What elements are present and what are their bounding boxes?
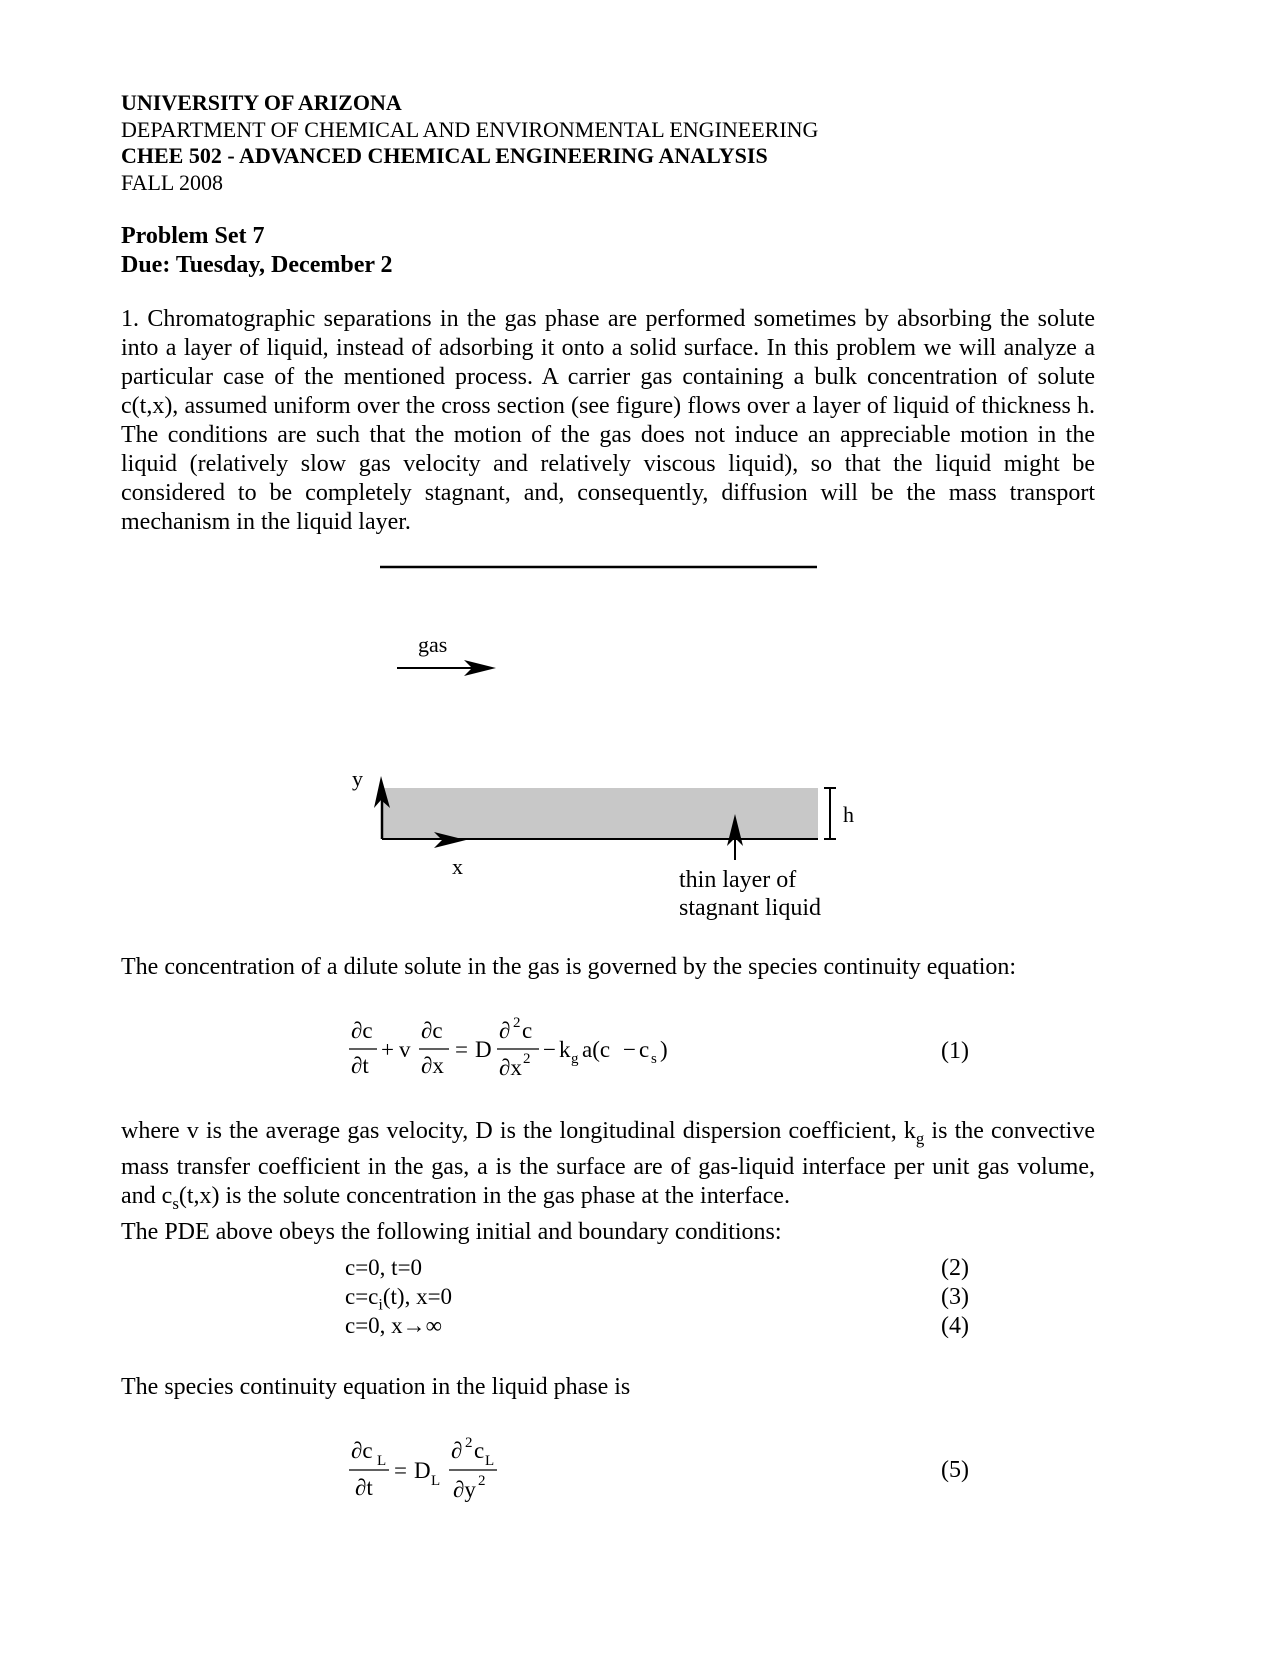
svg-text:c: c <box>522 1018 533 1043</box>
kg-subscript: g <box>915 1128 925 1148</box>
svg-text:L: L <box>431 1473 441 1489</box>
svg-text:+: + <box>381 1037 394 1062</box>
svg-text:g: g <box>571 1051 579 1067</box>
conditions-intro: The PDE above obeys the following initial and boundary conditions: <box>121 1218 782 1245</box>
condition-3-subscript: i <box>378 1296 383 1314</box>
svg-text:s: s <box>651 1051 657 1067</box>
svg-text:∂t: ∂t <box>351 1053 369 1078</box>
svg-text:2: 2 <box>513 1015 521 1031</box>
due-date: Due: Tuesday, December 2 <box>121 252 393 278</box>
thickness-label: h <box>843 802 854 827</box>
svg-text:k: k <box>559 1037 571 1062</box>
svg-text:L: L <box>377 1453 387 1469</box>
svg-text:L: L <box>485 1453 495 1469</box>
condition-3-rest: (t), x=0 <box>382 1284 453 1309</box>
department-name: DEPARTMENT OF CHEMICAL AND ENVIRONMENTAL ENGINEERING <box>121 116 819 142</box>
svg-text:∂c: ∂c <box>421 1018 443 1043</box>
condition-3-lhs: c=c <box>345 1284 379 1309</box>
condition-4-number: (4) <box>941 1313 969 1339</box>
svg-text:∂y: ∂y <box>453 1477 476 1502</box>
condition-2: c=0, t=0 <box>345 1255 423 1280</box>
where-paragraph <box>121 1117 1095 1247</box>
gas-equation-intro: The concentration of a dilute solute in the gas is governed by the species continuity equation: <box>121 954 1017 980</box>
svg-text:=: = <box>455 1037 468 1062</box>
thickness-bracket <box>824 788 836 839</box>
svg-text:∂: ∂ <box>499 1018 511 1043</box>
svg-text:c: c <box>474 1438 485 1463</box>
svg-text:2: 2 <box>478 1473 486 1489</box>
svg-text:a(c: a(c <box>582 1037 611 1062</box>
equation-5 <box>335 1425 535 1515</box>
condition-3-number: (3) <box>941 1284 969 1310</box>
x-axis-label: x <box>452 854 463 879</box>
svg-text:): ) <box>660 1037 668 1062</box>
gas-label: gas <box>418 632 448 657</box>
svg-text:∂x: ∂x <box>421 1053 444 1078</box>
where-text-part-3: (t,x) is the solute concentration in the gas phase at the interface. <box>178 1182 790 1209</box>
where-text-part-1: where v is the average gas velocity, D is the longitudinal dispersion coefficient, k <box>121 1118 916 1144</box>
svg-text:D: D <box>414 1458 431 1483</box>
svg-text:2: 2 <box>465 1435 473 1451</box>
svg-text:∂c: ∂c <box>351 1018 373 1043</box>
equation-1-number: (1) <box>941 1038 969 1064</box>
liquid-layer <box>382 788 818 838</box>
problem-1-text: 1. Chromatographic separations in the gas phase are performed sometimes by absorbing the solute into a layer of liquid, instead of adsorbing it onto a solid surface. In this problem we will analyze a particular case of the mentioned process. A carrier gas containing a bulk concentration of solute c(t,x), assumed uniform over the cross section (see figure) flows over a layer of liquid of thickness h. The conditions are such that the motion of the gas does not induce an appreciable motion in the liquid (relatively slow gas velocity and relatively viscous liquid), so that the liquid might be considered to be completely stagnant, and, consequently, diffusion will be the mass transport mechanism in the liquid layer. <box>121 306 1095 535</box>
gas-flow-arrow <box>397 660 496 676</box>
liquid-label-line-2: stagnant liquid <box>679 895 821 921</box>
cs-subscript: s <box>172 1193 179 1213</box>
term: FALL 2008 <box>121 169 224 195</box>
equation-5-number: (5) <box>941 1457 969 1483</box>
problem-set-title: Problem Set 7 <box>121 223 265 249</box>
y-axis-label: y <box>352 766 363 791</box>
svg-text:∂x: ∂x <box>499 1055 522 1080</box>
condition-4: c=0, x→∞ <box>345 1313 443 1338</box>
university-name: UNIVERSITY OF ARIZONA <box>121 90 402 115</box>
where-text-part-2: is the convective mass transfer coefficient in the gas, a is the surface are of gas-liquid interface per unit gas volume, and c <box>121 1118 1096 1209</box>
svg-text:c: c <box>639 1037 650 1062</box>
svg-text:∂c: ∂c <box>351 1438 373 1463</box>
svg-text:v: v <box>399 1037 411 1062</box>
equation-1 <box>335 1005 695 1091</box>
svg-text:=: = <box>394 1458 407 1483</box>
liquid-equation-intro: The species continuity equation in the liquid phase is <box>121 1374 631 1400</box>
svg-text:2: 2 <box>523 1051 531 1067</box>
condition-3 <box>345 1284 452 1315</box>
condition-2-number: (2) <box>941 1255 969 1281</box>
liquid-label-line-1: thin layer of <box>679 867 797 893</box>
svg-text:∂t: ∂t <box>355 1475 373 1500</box>
svg-text:∂: ∂ <box>451 1438 463 1463</box>
svg-text:D: D <box>475 1037 492 1062</box>
svg-text:−: − <box>623 1037 636 1062</box>
course-title: CHEE 502 - ADVANCED CHEMICAL ENGINEERING ANALYSIS <box>121 143 768 168</box>
svg-text:−: − <box>543 1037 556 1062</box>
